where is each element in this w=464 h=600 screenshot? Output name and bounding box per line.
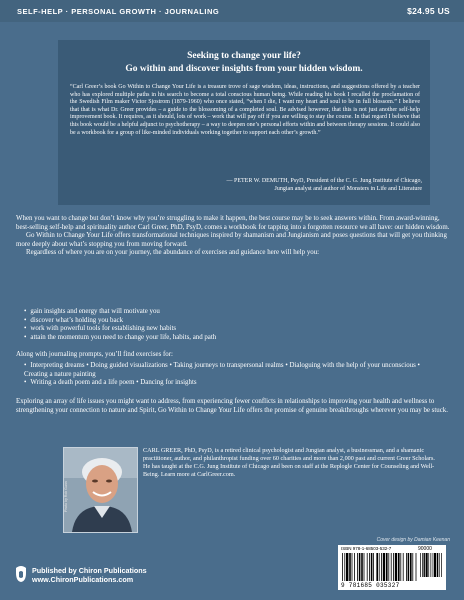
category-text: SELF-HELP · PERSONAL GROWTH · JOURNALING xyxy=(17,7,220,16)
isbn-text: ISBN 978-1-68503-532-7 xyxy=(341,546,392,551)
price-text: $24.95 US xyxy=(407,6,450,16)
list-item: • work with powerful tools for establishing new habits xyxy=(24,325,216,334)
cover-design-credit: Cover design by Damian Keenan xyxy=(376,537,450,543)
list-item: • attain the momentum you need to change your life, habits, and path xyxy=(24,334,216,343)
list-item: • Writing a death poem and a life poem • Dancing for insights xyxy=(24,379,444,388)
photo-credit: Photo by Rob Gunn xyxy=(64,481,68,512)
closing-paragraph: Exploring an array of life issues you might want to address, from experiencing fewer conflicts in relationships to improving your health and wellness to strengthening your connection to nature and Spirit, Go Within to Change Your Life offers the promise of genuine breakthroughs wherever you may be stuck. xyxy=(16,398,448,414)
publisher-block xyxy=(32,566,147,584)
author-photo xyxy=(63,447,138,533)
attribution-line-2: Jungian analyst and author of Monsters in Life and Literature xyxy=(274,185,422,192)
author-bio-text: , PhD, PsyD, is a retired clinical psychologist and Jungian analyst, a businessman, and a shamanic practitioner, author, and philanthropist funding over 60 charities and more than 2,000 past and current Greer Scholars. He has taught at the C.G. Jung Institute of Chicago and been on staff at the Replogle Center for Counseling and Well-Being. Learn more at CarlGreer.com. xyxy=(143,447,435,479)
headline-line-1: Seeking to change your life? xyxy=(187,51,301,61)
publisher-name: Published by Chiron Publications xyxy=(32,566,147,575)
chiron-logo-icon xyxy=(14,565,28,583)
publisher-url: www.ChironPublications.com xyxy=(32,575,134,584)
endorsement-attribution xyxy=(150,178,422,193)
author-bio xyxy=(143,447,443,479)
top-category-band xyxy=(0,0,464,22)
author-portrait-image xyxy=(64,448,137,532)
exercises-intro: Along with journaling prompts, you’ll find exercises for: xyxy=(16,351,173,358)
intro-paragraph-3: Regardless of where you are on your journey, the abundance of exercises and guidance here will help you: xyxy=(26,249,320,257)
attribution-line-1: , PsyD, President of the C. G. Jung Institute of Chicago, xyxy=(287,178,422,184)
endorsement-quote: “Carl Greer’s book Go Within to Change Your Life is a treasure trove of sage wisdom, ideas, instructions, and suggestions offered by a teacher who has explored multiple paths in his search to become a total conscious human being. While reading his book I recalled the proclamation of the Swedish Film maker Victor Sjostrom (1879-1960) who once stated, “when I die, I want my heart and soul to be in full blossom.” I believe that that is what Dr. Greer provides – a guide to the blossoming of a completed soul. Be advised however, that this is not just another self-help improvement book. It requires, as it should, lots of work – work that will pay off if you are willing to stay the course. In that regard I believe that this book would be a helpful adjunct to psychotherapy – a way to deepen one’s personal efforts within and between therapy sessions. It could also be a workbook for a group of like-minded individuals working together to support each other’s growth.” xyxy=(70,84,420,136)
intro-paragraph-1: When you want to change but don’t know why you’re struggling to make it happen, the best course may be to seek answers within. From award-winning, best-selling self-help and spirituality author Carl Greer, PhD, PsyD, comes a workbook for tapping into a forgotten resource we all have: our hidden wisdom. xyxy=(16,215,450,231)
barcode-box xyxy=(338,545,446,590)
benefits-list xyxy=(24,308,216,343)
attribution-name: — PETER W. DEMUTH xyxy=(226,178,288,184)
author-name: CARL GREER xyxy=(143,447,182,454)
headline-line-2: Go within and discover insights from your hidden wisdom. xyxy=(125,64,363,74)
list-item: • gain insights and energy that will motivate you xyxy=(24,308,216,317)
list-item: • Interpreting dreams • Doing guided visualizations • Taking journeys to transpersonal realms • Dialoguing with the help of your unconscious • Creating a nature painting xyxy=(24,362,444,379)
exercises-list xyxy=(24,362,444,388)
barcode-digits: 9 781685 035327 xyxy=(341,582,400,589)
list-item: • discover what’s holding you back xyxy=(24,317,216,326)
intro-section xyxy=(16,215,450,258)
price-code: 90000 xyxy=(418,546,432,552)
intro-paragraph-2: Go Within to Change Your Life offers transformational techniques inspired by shamanism and Jungianism and poses questions that will get you thinking more deeply about what’s stopping you from moving forward. xyxy=(16,232,447,248)
